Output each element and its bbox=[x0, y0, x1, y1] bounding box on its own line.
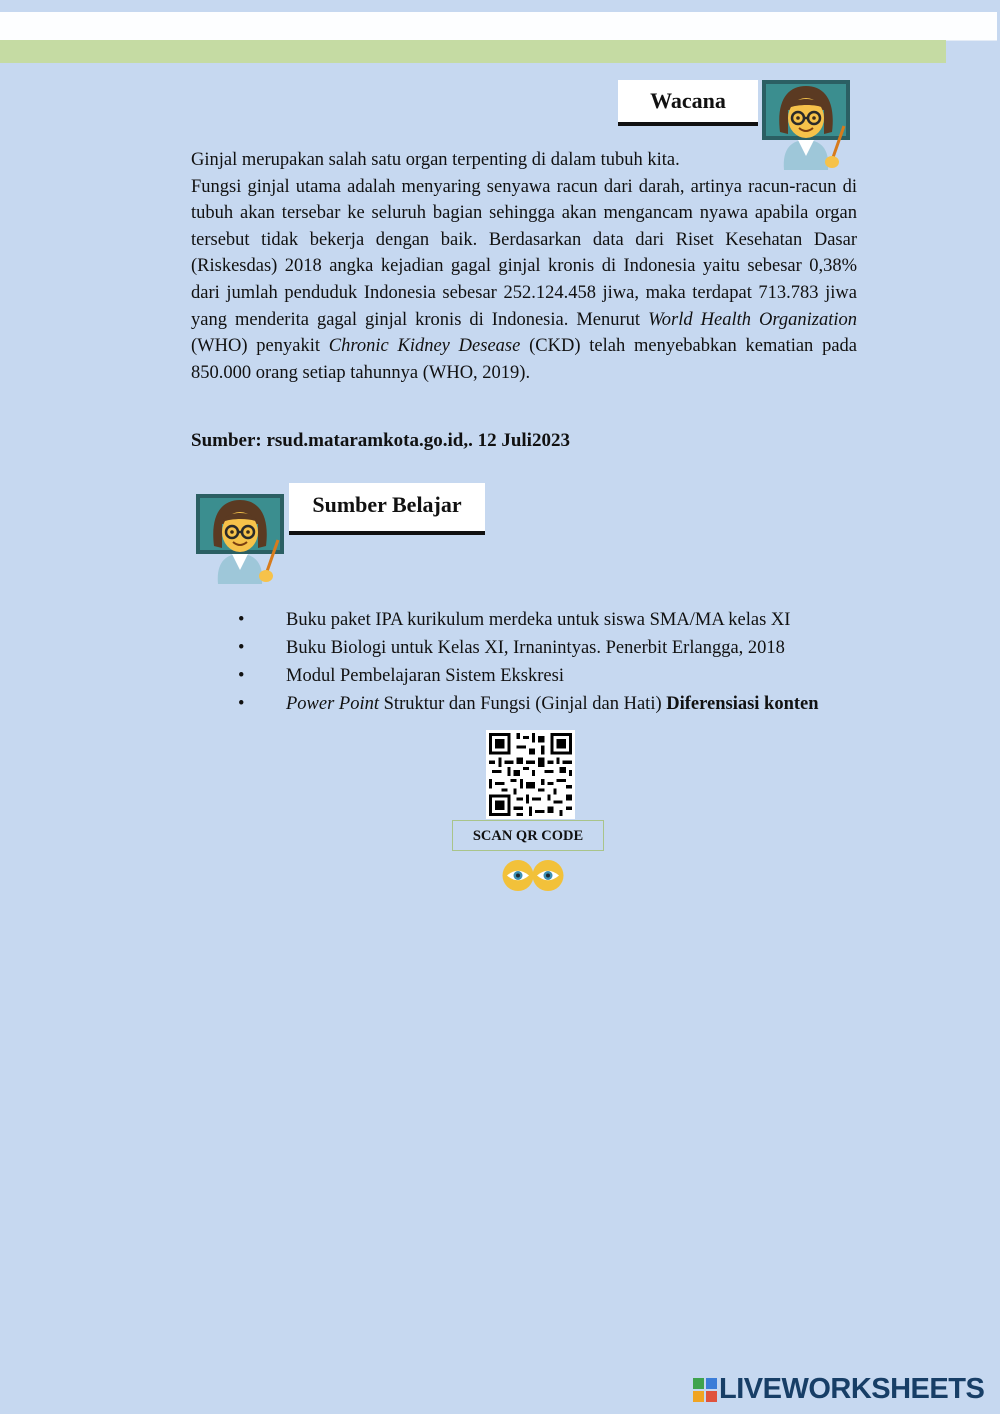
ckd-name: Chronic Kidney Desease bbox=[328, 336, 521, 357]
list-item bbox=[238, 634, 878, 662]
resource-list bbox=[238, 606, 878, 718]
eyes-icon bbox=[502, 859, 564, 892]
bullet: • bbox=[238, 610, 245, 630]
resource-text: Modul Pembelajaran Sistem Ekskresi bbox=[286, 666, 564, 686]
resource-text: Buku Biologi untuk Kelas XI, Irnanintyas. Penerbit Erlangga, 2018 bbox=[286, 638, 785, 658]
top-band bbox=[0, 12, 997, 41]
wacana-text-3: (CKD) telah menyebabkan kematian pada 850.000 orang setiap tahunnya (WHO, 2019). bbox=[191, 336, 858, 383]
teacher-icon bbox=[192, 488, 288, 584]
bullet: • bbox=[238, 638, 245, 658]
who-name: World Health Organization bbox=[648, 309, 857, 330]
green-band bbox=[0, 40, 946, 63]
list-item bbox=[238, 662, 878, 690]
resource-text: Buku paket IPA kurikulum merdeka untuk siswa SMA/MA kelas XI bbox=[286, 610, 791, 630]
bullet: • bbox=[238, 694, 245, 714]
wacana-source: Sumber: rsud.mataramkota.go.id,. 12 Juli2023 bbox=[191, 430, 570, 451]
live-logo-mark bbox=[693, 1378, 717, 1402]
wacana-title: Wacana bbox=[618, 80, 758, 126]
qr-code-icon[interactable] bbox=[486, 730, 575, 819]
wacana-text-1: Fungsi ginjal utama adalah menyaring senyawa racun dari darah, artinya racun-racun di tubuh akan tersebar ke seluruh bagian sehingga akan mengancam nyawa apabila organ tersebut tidak bekerja dengan baik. Berdasarkan data dari Riset Kesehatan Dasar (Riskesdas) 2018 angka kejadian gagal ginjal kronis di Indonesia yaitu sebesar 0,38% dari jumlah penduduk Indonesia sebesar 252.124.458 jiwa, maka terdapat 713.783 jiwa yang menderita gagal ginjal kronis di Indonesia. Menurut bbox=[191, 176, 857, 330]
list-item bbox=[238, 606, 878, 634]
sumber-belajar-title: Sumber Belajar bbox=[289, 483, 485, 535]
resource-italic: Power Point bbox=[286, 694, 380, 714]
wacana-text-2: (WHO) penyakit bbox=[191, 336, 320, 357]
wacana-first-line: Ginjal merupakan salah satu organ terpenting di dalam tubuh kita. bbox=[191, 150, 680, 170]
resource-text: Struktur dan Fungsi (Ginjal dan Hati) bbox=[379, 694, 667, 714]
liveworksheets-text: LIVEWORKSHEETS bbox=[719, 1373, 985, 1405]
list-item bbox=[238, 690, 878, 718]
resource-bold: Diferensiasi konten bbox=[666, 694, 819, 714]
bullet: • bbox=[238, 666, 245, 686]
wacana-paragraph bbox=[191, 147, 857, 386]
scan-qr-button[interactable]: SCAN QR CODE bbox=[452, 820, 604, 851]
